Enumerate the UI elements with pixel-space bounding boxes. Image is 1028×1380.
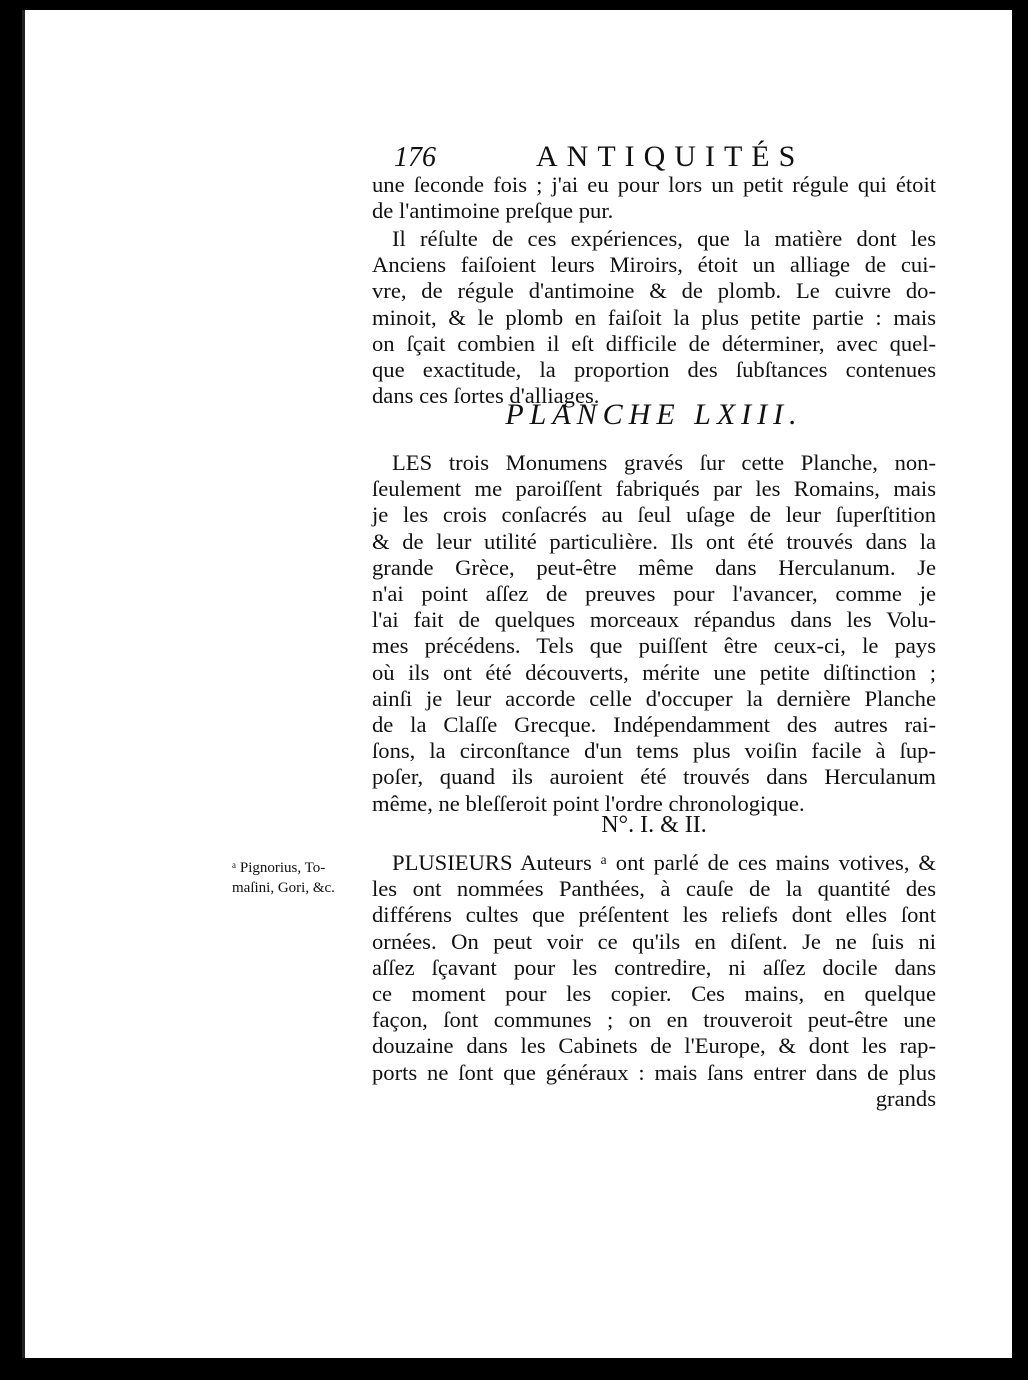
text-line: ſons, la circonſtance d'un tems plus voiſin facile à ſup- [372,738,936,764]
text-line: aſſez ſçavant pour les contredire, ni aſſez docile dans [372,954,936,980]
text-line: ainſi je leur accorde celle d'occuper la dernière Planche [372,685,936,711]
text-line: Il réſulte de ces expériences, que la matière dont les [392,226,936,251]
paragraph-votive-hands [372,850,936,1112]
text-line: douzaine dans les Cabinets de l'Europe, & dont les rap- [372,1033,936,1059]
text-line: ports ne ſont que généraux : mais ſans entrer dans de plus [372,1059,936,1085]
text-line: & de leur utilité particulière. Ils ont été trouvés dans la [372,528,936,554]
running-title: ANTIQUITÉS [536,140,805,173]
text-line: ſeulement me paroiſſent fabriqués par les Romains, mais [372,476,936,502]
text-line: que exactitude, la proportion des ſubſtances contenues [372,357,936,383]
text-line: on ſçait combien il eſt difficile de déterminer, avec quel- [372,330,936,356]
section-heading-planche: PLANCHE LXIII. [505,398,803,431]
text-line: grande Grèce, peut-être même dans Herculanum. Je [372,554,936,580]
paragraph-monuments [372,450,936,817]
text-line: même, ne bleſſeroit point l'ordre chronologique. [372,790,805,816]
text-line: l'ai fait de quelques morceaux répandus dans les Volu- [372,607,936,633]
margin-note-line: ᵃ Pignorius, To- [232,860,326,876]
text-line: les ont nommées Panthées, à cauſe de la quantité des [372,876,936,902]
text-line: vre, de régule d'antimoine & de plomb. Le cuivre do- [372,278,936,304]
text-line: une ſeconde fois ; j'ai eu pour lors un petit régule qui étoit [372,172,936,197]
text-line: façon, ſont communes ; on en trouveroit peut-être une [372,1007,936,1033]
text-line: je les crois conſacrés au ſeul uſage de leur ſuperſtition [372,502,936,528]
section-heading-numero: N°. I. & II. [601,812,707,838]
text-line: différens cultes que préſentent les reliefs dont elles ſont [372,902,936,928]
catchword: grands [875,1085,936,1111]
text-line: poſer, quand ils auroient été trouvés dans Herculanum [372,764,936,790]
text-line: ornées. On peut voir ce qu'ils en diſent. Je ne ſuis ni [372,928,936,954]
text-line: où ils ont été découverts, mérite une petite diſtinction ; [372,659,936,685]
text-line: Anciens faiſoient leurs Miroirs, étoit un alliage de cui- [372,252,936,278]
margin-note [232,858,368,898]
text-line: PLUSIEURS Auteurs ᵃ ont parlé de ces mains votives, & [392,850,936,875]
text-line: de la Claſſe Grecque. Indépendamment des autres rai- [372,712,936,738]
text-line: n'ai point aſſez de preuves pour l'avancer, comme je [372,581,936,607]
text-line: LES trois Monumens gravés ſur cette Planche, non- [392,450,936,475]
text-line: mes précédens. Tels que puiſſent être ceux-ci, le pays [372,633,936,659]
text-line: minoit, & le plomb en faiſoit la plus petite partie : mais [372,304,936,330]
paragraph-continuation [372,172,936,224]
margin-note-line: maſini, Gori, &c. [232,880,335,896]
text-line: dans ces ſortes d'alliages. [372,383,600,409]
text-line: de l'antimoine preſque pur. [372,198,614,224]
page-binding-edge [22,10,67,1358]
text-line: ce moment pour les copier. Ces mains, en quelque [372,981,936,1007]
paragraph-conclusion [372,226,936,409]
page-number: 176 [394,142,436,173]
